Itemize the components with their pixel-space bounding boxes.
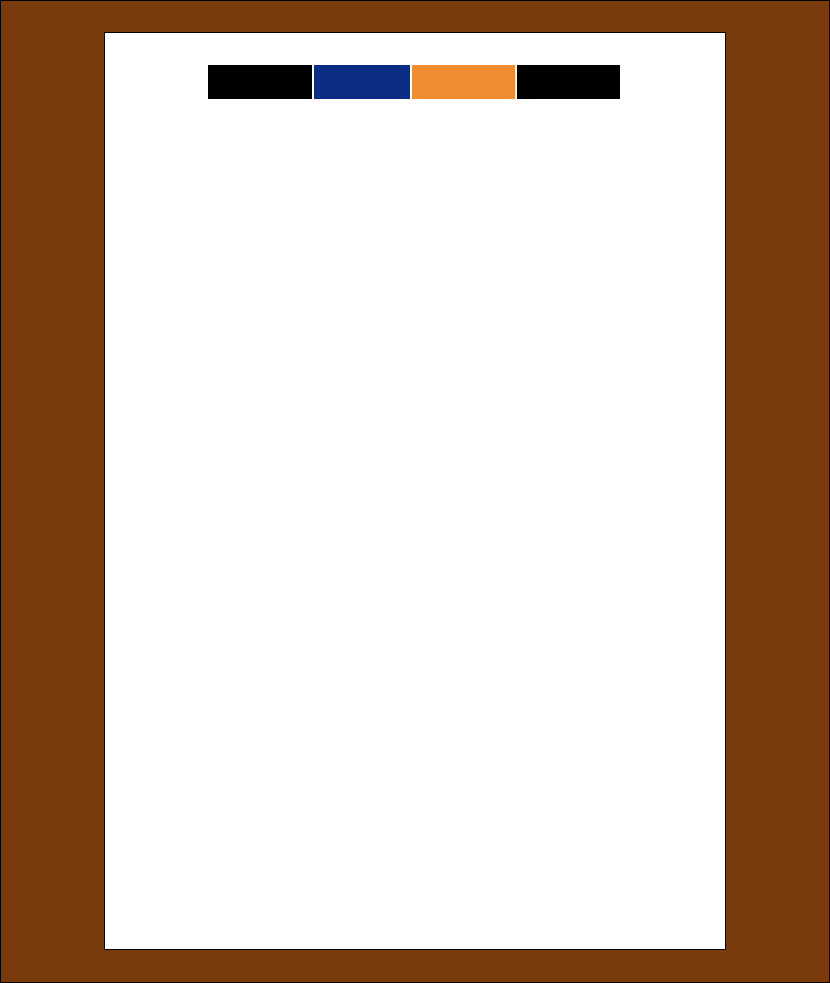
player-right-name [412,65,515,99]
report-sheet [104,32,726,950]
player-header-row [208,65,620,99]
player-left-name [314,65,410,99]
header-blank-left [208,65,312,99]
header-blank-right [517,65,620,99]
